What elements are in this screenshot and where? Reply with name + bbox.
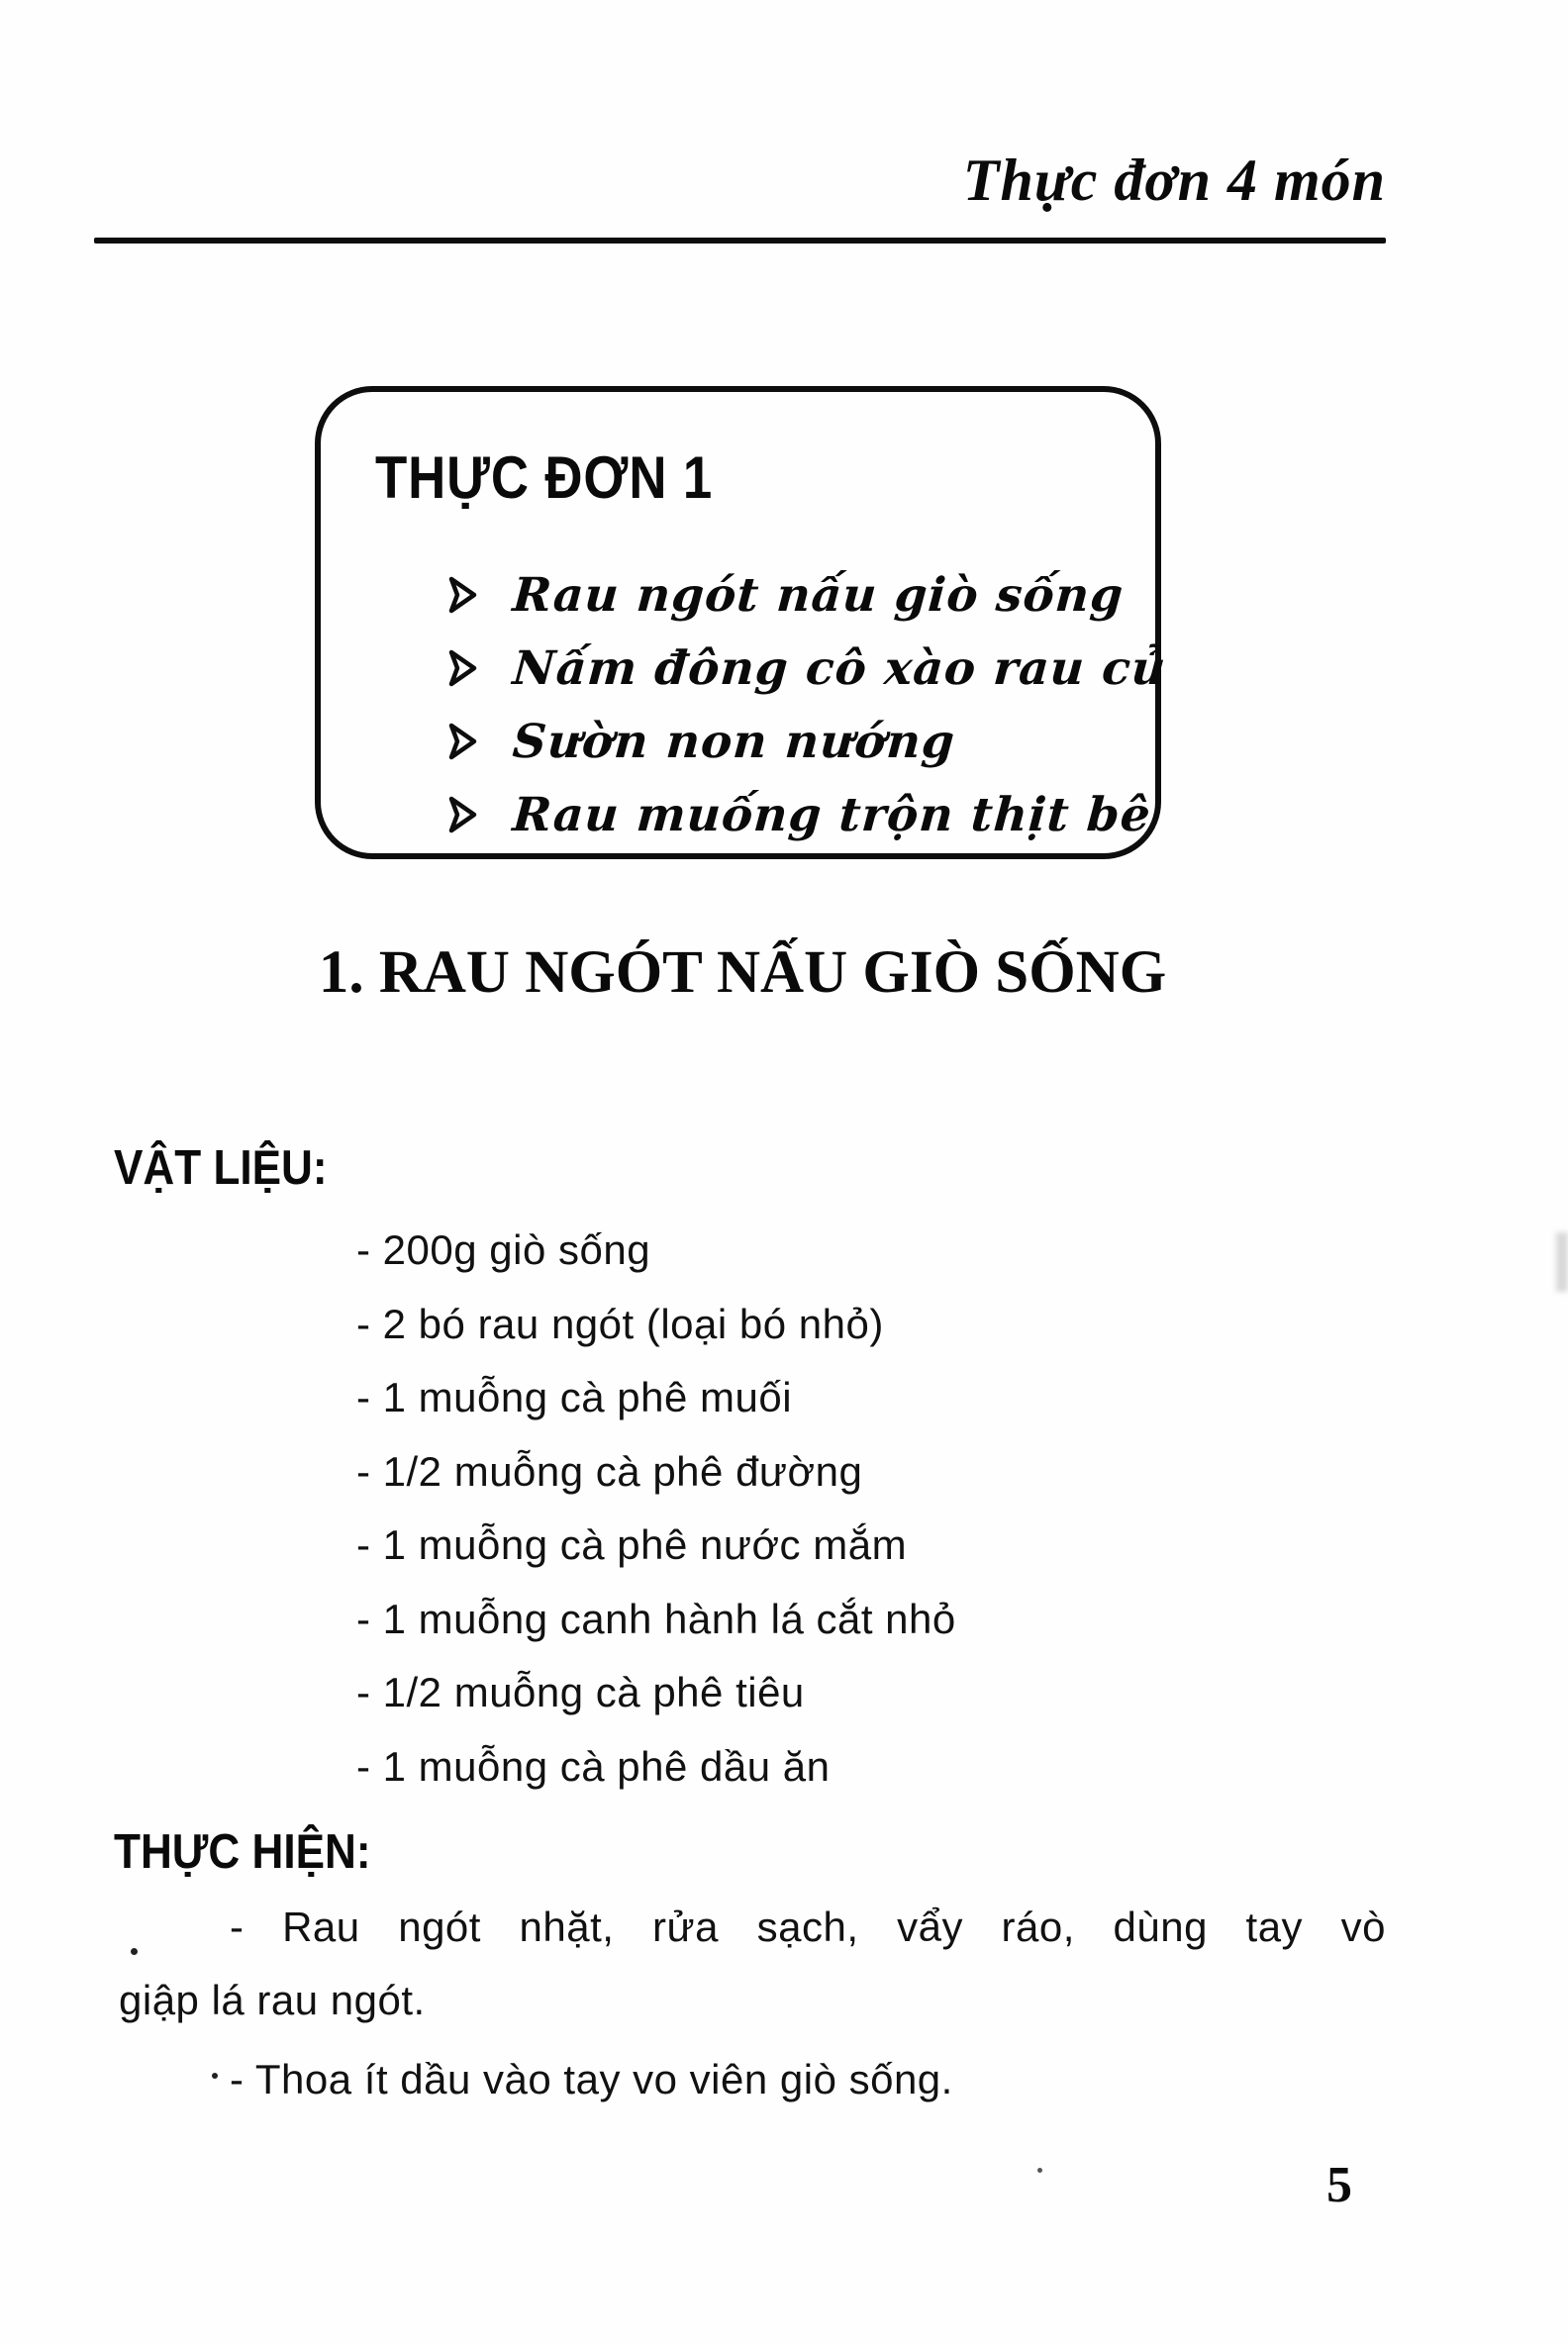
ingredient-item: - 1 muỗng cà phê dầu ăn — [356, 1742, 831, 1790]
ingredient-item: - 1 muỗng cà phê muối — [356, 1374, 793, 1421]
arrow-bullet-icon — [447, 796, 481, 833]
ingredient-item: - 2 bó rau ngót (loại bó nhỏ) — [356, 1300, 884, 1347]
step-text-line: - Rau ngót nhặt, rửa sạch, vẩy ráo, dùng tay vò — [230, 1904, 1386, 1950]
menu-item — [447, 558, 1126, 632]
ingredient-list — [356, 1214, 956, 1804]
running-header: Thực đơn 4 món — [962, 147, 1386, 213]
steps-heading: THỰC HIỆN: — [114, 1825, 371, 1879]
arrow-bullet-icon — [447, 576, 481, 614]
scan-artifact — [1556, 1232, 1568, 1292]
menu-item-label: Nấm đông cô xào rau củ — [511, 640, 1169, 696]
scan-speck — [1037, 2168, 1042, 2173]
step-paragraph — [119, 1899, 1386, 2029]
arrow-bullet-icon — [447, 649, 481, 687]
ingredient-item: - 1/2 muỗng cà phê tiêu — [356, 1669, 805, 1716]
arrow-bullet-icon — [447, 723, 481, 760]
menu-item — [447, 632, 1169, 705]
menu-box — [315, 386, 1169, 859]
menu-item — [447, 705, 1126, 778]
menu-item-label: Rau ngót nấu giò sống — [511, 567, 1126, 623]
menu-list — [447, 558, 1169, 851]
menu-item-label: Rau muống trộn thịt bê — [511, 787, 1153, 842]
step-text-line: - Thoa ít dầu vào tay vo viên giò sống. — [230, 2056, 953, 2102]
recipe-title: 1. RAU NGÓT NẤU GIÒ SỐNG — [318, 939, 1167, 1006]
ingredient-item: - 1 muỗng canh hành lá cắt nhỏ — [356, 1595, 956, 1642]
ingredient-item: - 1/2 muỗng cà phê đường — [356, 1447, 863, 1495]
scan-speck — [131, 1948, 138, 1955]
page-number: 5 — [1326, 2157, 1352, 2213]
ingredient-item: - 1 muỗng cà phê nước mắm — [356, 1521, 908, 1569]
scan-speck — [212, 2073, 218, 2079]
step-text-line: giập lá rau ngót. — [119, 1977, 426, 2023]
menu-item — [447, 778, 1153, 851]
ingredients-heading: VẬT LIỆU: — [114, 1141, 328, 1195]
menu-box-title: THỰC ĐƠN 1 — [375, 444, 714, 511]
header-rule — [94, 238, 1386, 244]
menu-item-label: Sườn non nướng — [511, 714, 957, 769]
ingredient-item: - 200g giò sống — [356, 1226, 651, 1274]
step-paragraph — [119, 2051, 1386, 2108]
